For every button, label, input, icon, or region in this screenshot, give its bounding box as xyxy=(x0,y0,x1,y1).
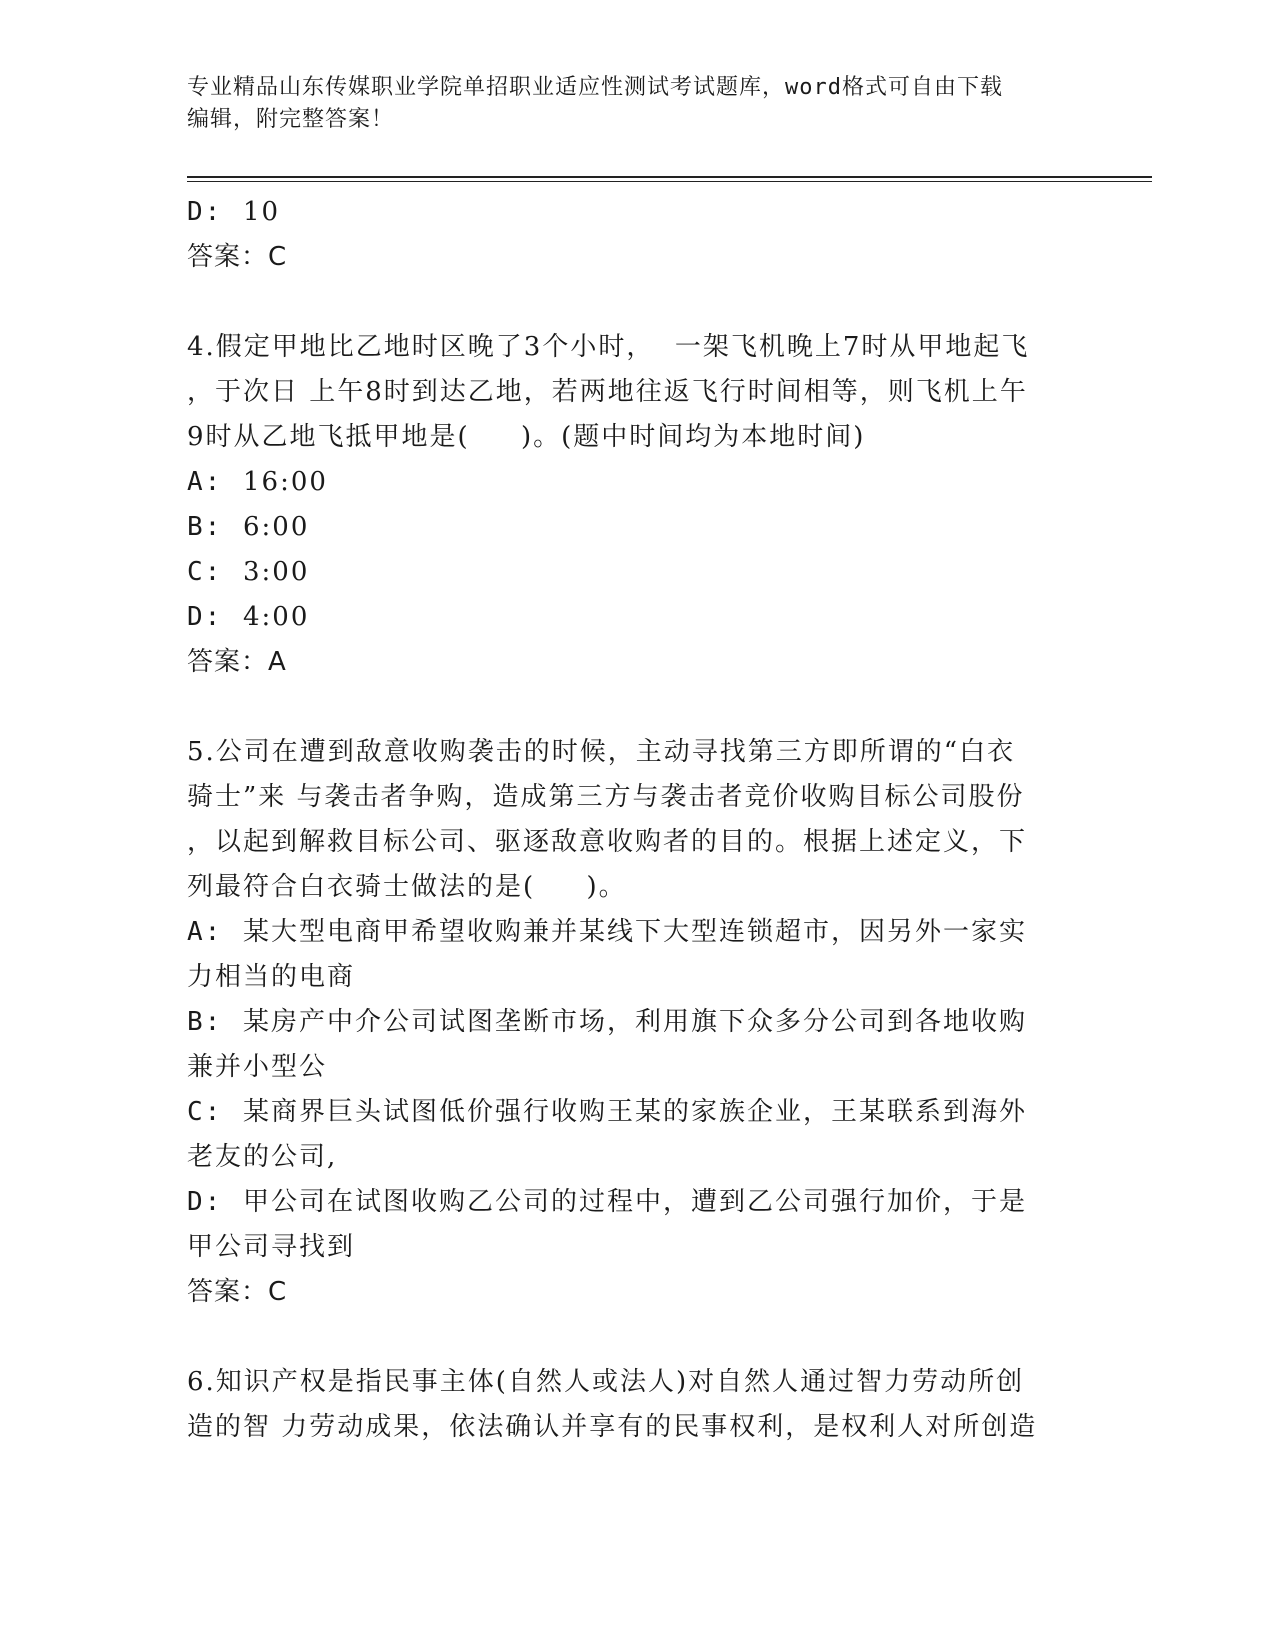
question-text: ，以起到解救目标公司、驱逐敌意收购者的目的。根据上述定义，下 xyxy=(187,827,1028,857)
page-header xyxy=(187,72,1067,136)
question-text: 列最符合白衣骑士做法的是( )。 xyxy=(187,872,627,902)
header-line-2: 编辑，附完整答案！ xyxy=(187,107,395,132)
option-text-continued: 兼并小型公 xyxy=(187,1052,328,1082)
option-d xyxy=(187,595,1087,640)
option-key: B: xyxy=(187,512,223,542)
question-text: 造的智 力劳动成果，依法确认并享有的民事权利，是权利人对所创造 xyxy=(187,1412,1038,1442)
option-text: 6:00 xyxy=(243,512,310,542)
option-c xyxy=(187,1090,1087,1135)
question-text: 4.假定甲地比乙地时区晚了3个小时， 一架飞机晚上7时从甲地起飞 xyxy=(187,332,1030,362)
question-6 xyxy=(187,1360,1087,1450)
option-text-continued: 甲公司寻找到 xyxy=(187,1232,356,1262)
option-text: 3:00 xyxy=(243,557,310,587)
question-text: ，于次日 上午8时到达乙地，若两地往返飞行时间相等，则飞机上午 xyxy=(187,377,1028,407)
option-key: A: xyxy=(187,917,223,947)
option-text: 某商界巨头试图低价强行收购王某的家族企业，王某联系到海外 xyxy=(243,1097,1028,1127)
question-text: 6.知识产权是指民事主体(自然人或法人)对自然人通过智力劳动所创 xyxy=(187,1367,1025,1397)
option-key: C: xyxy=(187,1097,223,1127)
option-b xyxy=(187,505,1087,550)
option-text: 某大型电商甲希望收购兼并某线下大型连锁超市，因另外一家实 xyxy=(243,917,1028,947)
option-b xyxy=(187,1000,1087,1045)
question-4 xyxy=(187,325,1087,685)
header-divider-thin xyxy=(187,181,1152,182)
option-c xyxy=(187,550,1087,595)
option-a xyxy=(187,460,1087,505)
option-text: 16:00 xyxy=(243,467,328,497)
option-key: D: xyxy=(187,197,223,227)
option-d xyxy=(187,190,1087,235)
option-text: 10 xyxy=(243,197,281,227)
option-key: D: xyxy=(187,602,223,632)
question-5 xyxy=(187,730,1087,1315)
option-key: A: xyxy=(187,467,223,497)
option-a xyxy=(187,910,1087,955)
header-line-1: 专业精品山东传媒职业学院单招职业适应性测试考试题库，word格式可自由下载 xyxy=(187,75,1003,100)
option-key: C: xyxy=(187,557,223,587)
answer-label: 答案：A xyxy=(187,647,287,677)
option-text: 甲公司在试图收购乙公司的过程中，遭到乙公司强行加价，于是 xyxy=(243,1187,1028,1217)
option-key: B: xyxy=(187,1007,223,1037)
question-text: 5.公司在遭到敌意收购袭击的时候，主动寻找第三方即所谓的“白衣 xyxy=(187,737,1016,767)
question-text: 9时从乙地飞抵甲地是( )。(题中时间均为本地时间) xyxy=(187,422,866,452)
option-text-continued: 力相当的电商 xyxy=(187,962,356,992)
option-text: 4:00 xyxy=(243,602,310,632)
option-text-continued: 老友的公司, xyxy=(187,1142,338,1172)
answer-label: 答案：C xyxy=(187,242,288,272)
document-body xyxy=(187,190,1087,1450)
option-text: 某房产中介公司试图垄断市场，利用旗下众多分公司到各地收购 xyxy=(243,1007,1028,1037)
option-key: D: xyxy=(187,1187,223,1217)
option-d xyxy=(187,1180,1087,1225)
question-text: 骑士”来 与袭击者争购，造成第三方与袭击者竞价收购目标公司股份 xyxy=(187,782,1025,812)
answer-label: 答案：C xyxy=(187,1277,288,1307)
header-divider-thick xyxy=(187,176,1152,178)
